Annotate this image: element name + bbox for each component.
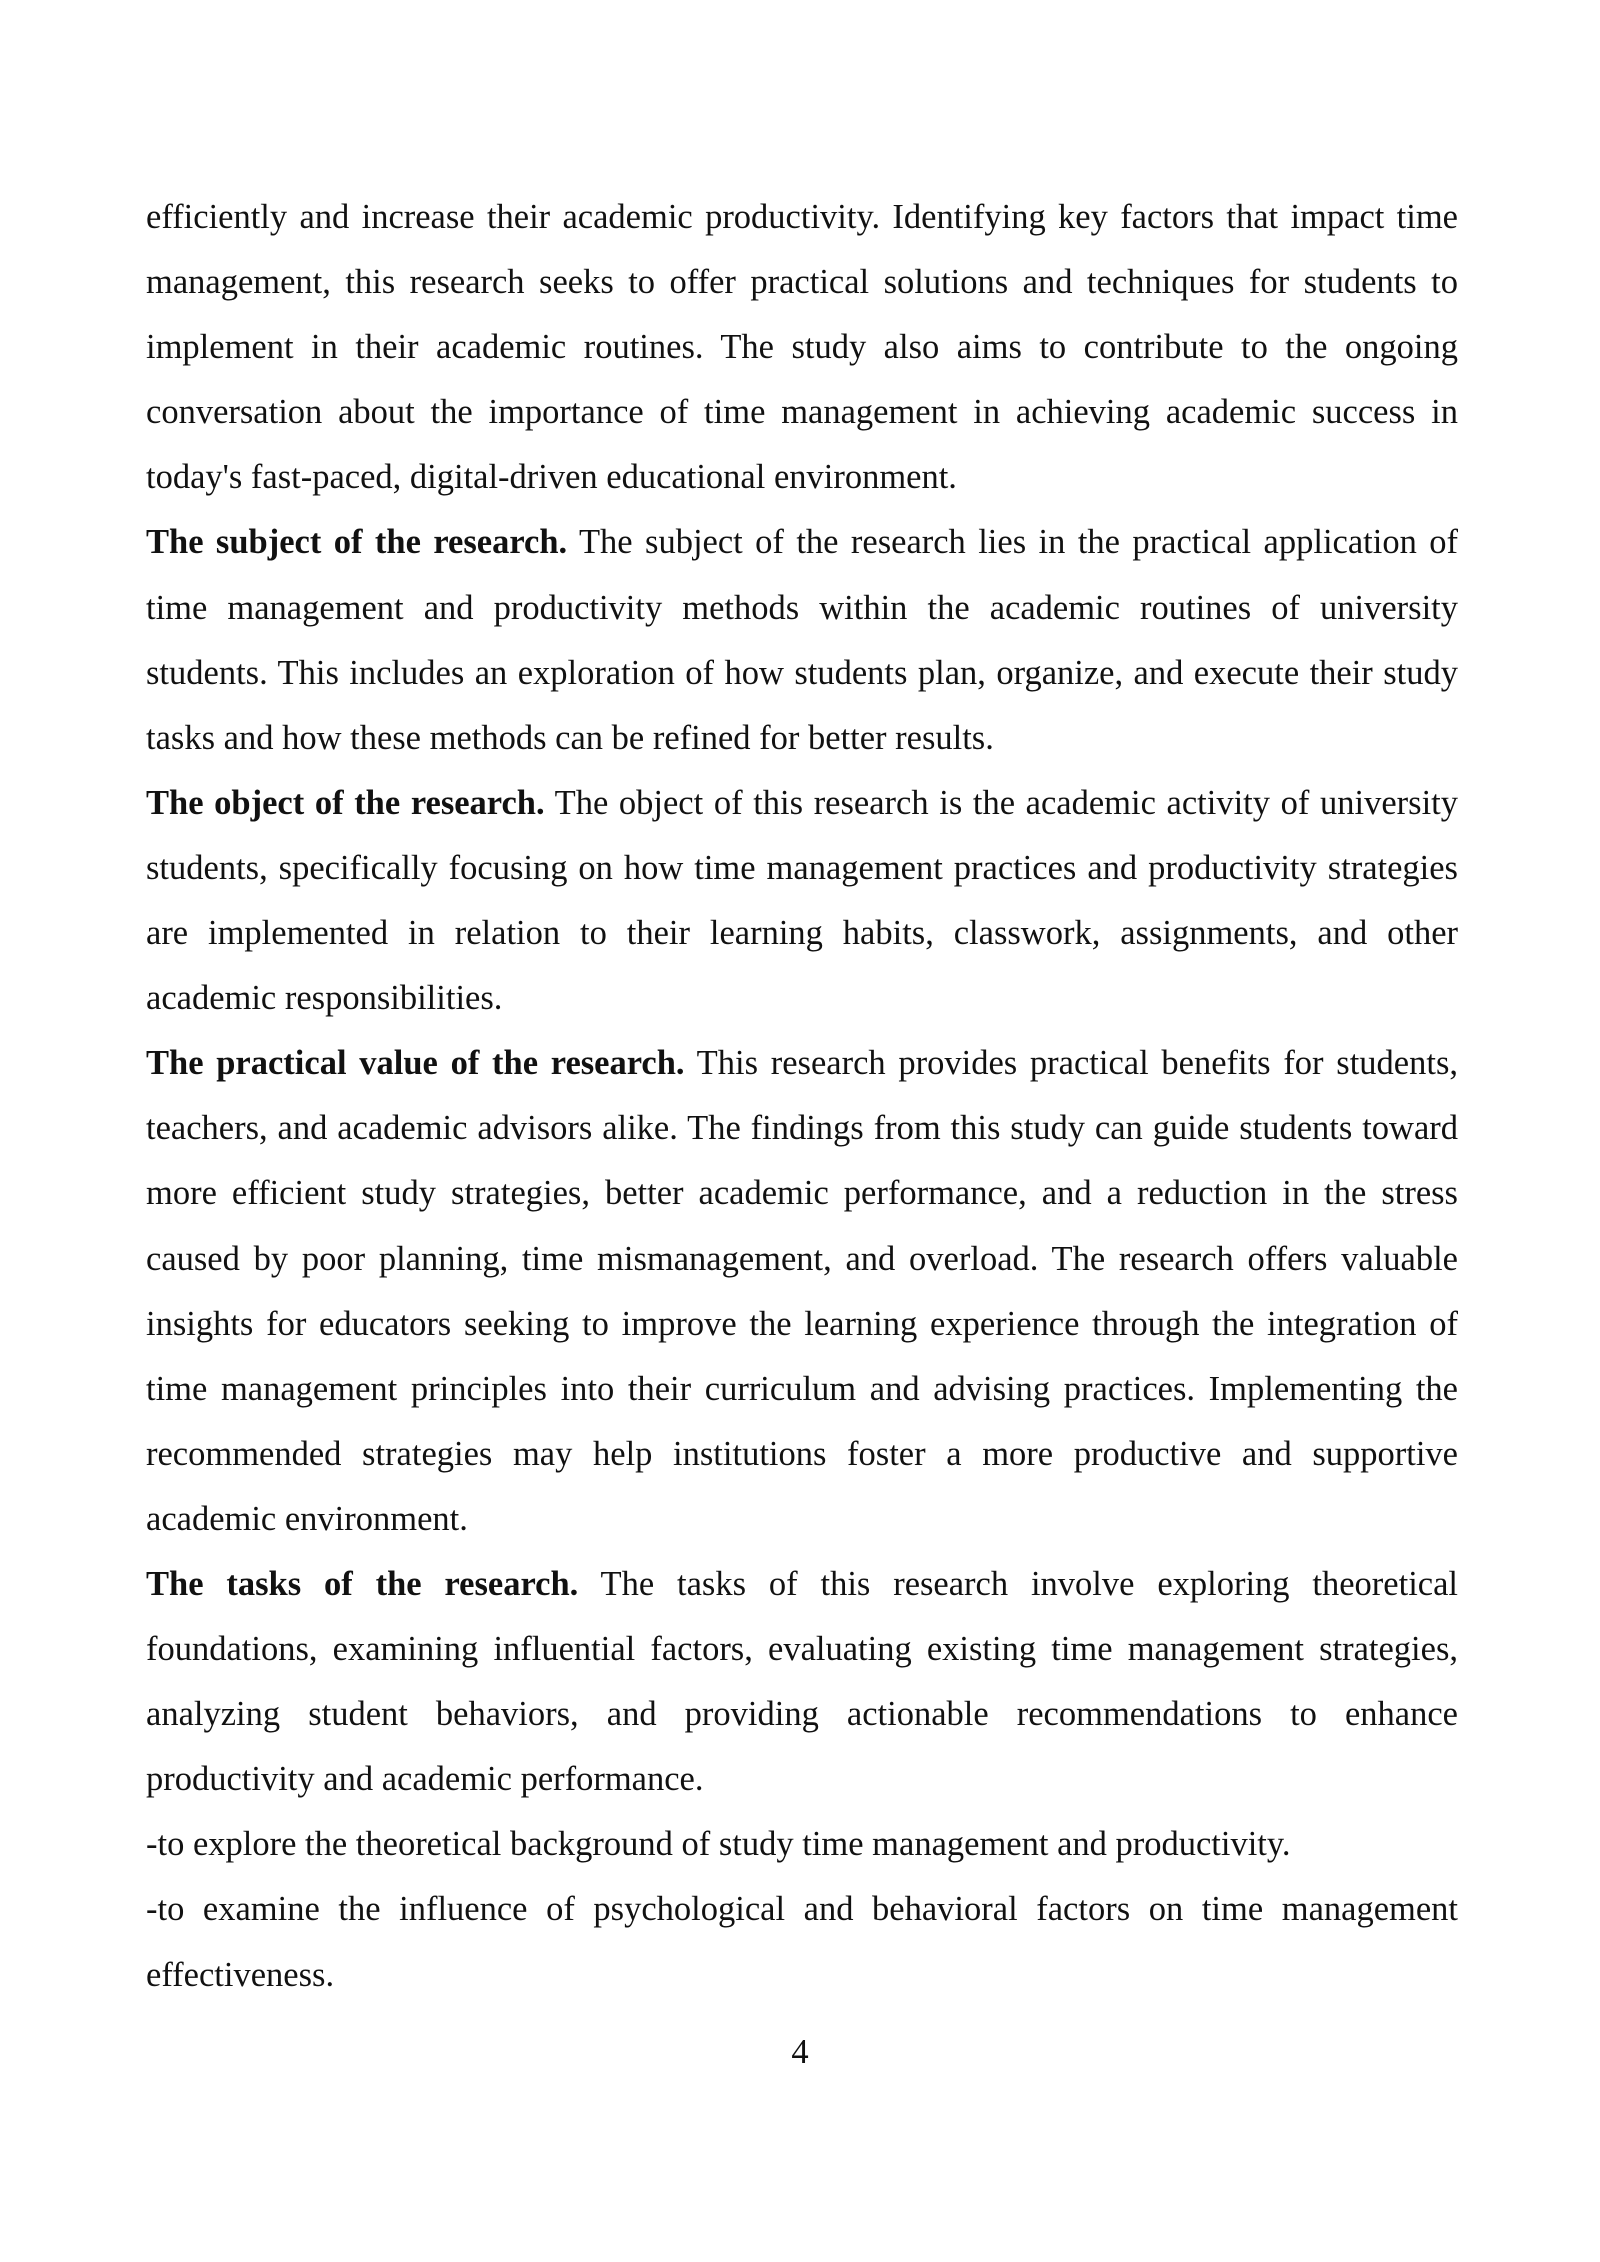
object-body: The object of this research is the academic activity of university students, specifically focusing on how time management practices and productivity strategies are implemented in relation to their learning habits, classwork, assignments, and other academic responsibilities. [146, 783, 1458, 1018]
practical-value-heading: The practical value of the research. [146, 1044, 685, 1083]
task-item: -to explore the theoretical background of study time management and productivity. [146, 1825, 1291, 1864]
tasks-section [146, 1552, 1458, 1812]
task-item: -to examine the influence of psychological and behavioral factors on time management effectiveness. [146, 1890, 1458, 1994]
practical-value-body: This research provides practical benefits for students, teachers, and academic advisors alike. The findings from this study can guide students toward more efficient study strategies, better academic performance, and a reduction in the stress caused by poor planning, time mismanagement, and overload. The research offers valuable insights for educators seeking to improve the learning experience through the integration of time management principles into their curriculum and advising practices. Implementing the recommended strategies may help institutions foster a more productive and supportive academic environment. [146, 1044, 1458, 1538]
object-section [146, 771, 1458, 1031]
intro-paragraph: efficiently and increase their academic productivity. Identifying key factors that impact time management, this research seeks to offer practical solutions and techniques for students to implement in their academic routines. The study also aims to contribute to the ongoing conversation about the importance of time management in achieving academic success in today's fast-paced, digital-driven educational environment. [146, 198, 1458, 497]
tasks-body: The tasks of this research involve exploring theoretical foundations, examining influential factors, evaluating existing time management strategies, analyzing student behaviors, and providing actionable recommendations to enhance productivity and academic performance. [146, 1564, 1458, 1799]
practical-value-section [146, 1031, 1458, 1552]
subject-body: The subject of the research lies in the practical application of time management and productivity methods within the academic routines of university students. This includes an exploration of how students plan, organize, and execute their study tasks and how these methods can be refined for better results. [146, 523, 1459, 757]
object-heading: The object of the research. [146, 783, 545, 822]
subject-section [146, 510, 1458, 770]
page-number: 4 [791, 2033, 809, 2071]
tasks-heading: The tasks of the research. [146, 1564, 579, 1603]
subject-heading: The subject of the research. [146, 523, 568, 562]
page-body [146, 185, 1458, 2008]
